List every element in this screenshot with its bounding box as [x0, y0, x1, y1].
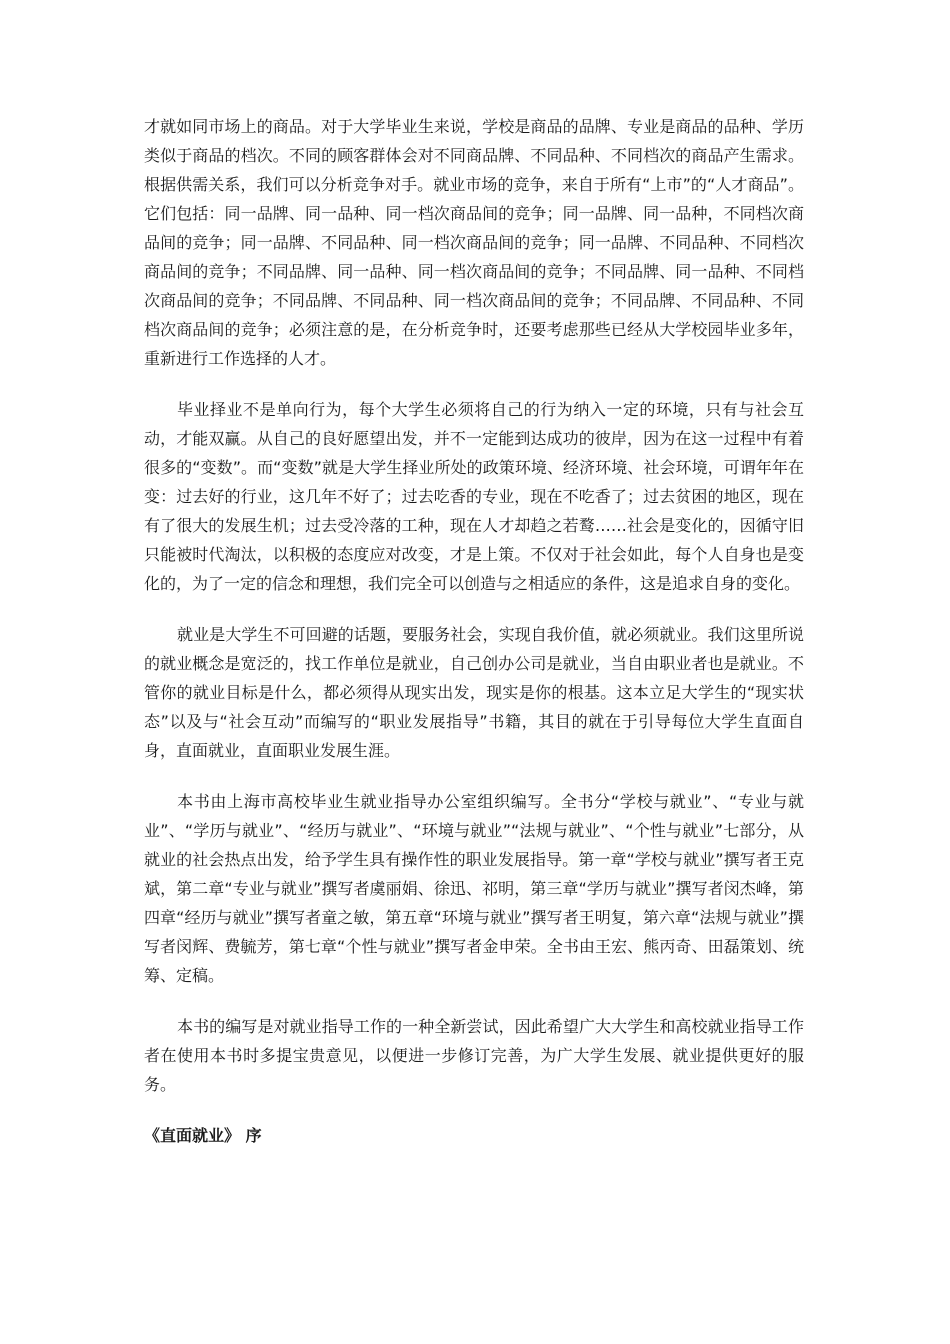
paragraph-employment-concept: 就业是大学生不可回避的话题，要服务社会，实现自我价值，就必须就业。我们这里所说的就业概念是宽泛的，找工作单位是就业，自己创办公司是就业，当自由职业者也是就业。不管你的就业目标是什么，都必须得从现实出发，现实是你的根基。这本立足大学生的“现实状态”以及与“社会互动”而编写的“职业发展指导”书籍，其目的就在于引导每位大学生直面自身，直面就业，直面职业发展生涯。: [144, 625, 804, 760]
paragraph-book-authors: 本书由上海市高校毕业生就业指导办公室组织编写。全书分“学校与就业”、“专业与就业”、“学历与就业”、“经历与就业”、“环境与就业”“法规与就业”、“个性与就业”七部分，从就业的社会热点出发，给予学生具有操作性的职业发展指导。第一章“学校与就业”撰写者王克斌，第二章“专业与就业”撰写者虞丽娟、徐迅、祁明，第三章“学历与就业”撰写者闵杰峰，第四章“经历与就业”撰写者童之敏，第五章“环境与就业”撰写者王明复，第六章“法规与就业”撰写者闵辉、费毓芳，第七章“个性与就业”撰写者金申荣。全书由王宏、熊丙奇、田磊策划、统筹、定稿。: [144, 792, 804, 985]
document-page: [144, 112, 804, 1150]
preface-heading: 《直面就业》 序: [144, 1126, 262, 1145]
paragraph-market-competition: 才就如同市场上的商品。对于大学毕业生来说，学校是商品的品牌、专业是商品的品种、学历类似于商品的档次。不同的顾客群体会对不同商品牌、不同品种、不同档次的商品产生需求。根据供需关系，我们可以分析竞争对手。就业市场的竞争，来自于所有“上市”的“人才商品”。它们包括：同一品牌、同一品种、同一档次商品间的竞争；同一品牌、同一品种，不同档次商品间的竞争；同一品牌、不同品种、同一档次商品间的竞争；同一品牌、不同品种、不同档次商品间的竞争；不同品牌、同一品种、同一档次商品间的竞争；不同品牌、同一品种、不同档次商品间的竞争；不同品牌、不同品种、同一档次商品间的竞争；不同品牌、不同品种、不同档次商品间的竞争；必须注意的是，在分析竞争时，还要考虑那些已经从大学校园毕业多年，重新进行工作选择的人才。: [144, 117, 804, 368]
paragraph-social-interaction: 毕业择业不是单向行为，每个大学生必须将自己的行为纳入一定的环境，只有与社会互动，才能双赢。从自己的良好愿望出发，并不一定能到达成功的彼岸，因为在这一过程中有着很多的“变数”。而“变数”就是大学生择业所处的政策环境、经济环境、社会环境，可谓年年在变：过去好的行业，这几年不好了；过去吃香的专业，现在不吃香了；过去贫困的地区，现在有了很大的发展生机；过去受冷落的工种，现在人才却趋之若鹜……社会是变化的，因循守旧只能被时代淘汰，以积极的态度应对改变，才是上策。不仅对于社会如此，每个人自身也是变化的，为了一定的信念和理想，我们完全可以创造与之相适应的条件，这是追求自身的变化。: [144, 400, 804, 593]
paragraph-feedback-request: 本书的编写是对就业指导工作的一种全新尝试，因此希望广大大学生和高校就业指导工作者在使用本书时多提宝贵意见，以便进一步修订完善，为广大学生发展、就业提供更好的服务。: [144, 1017, 804, 1094]
